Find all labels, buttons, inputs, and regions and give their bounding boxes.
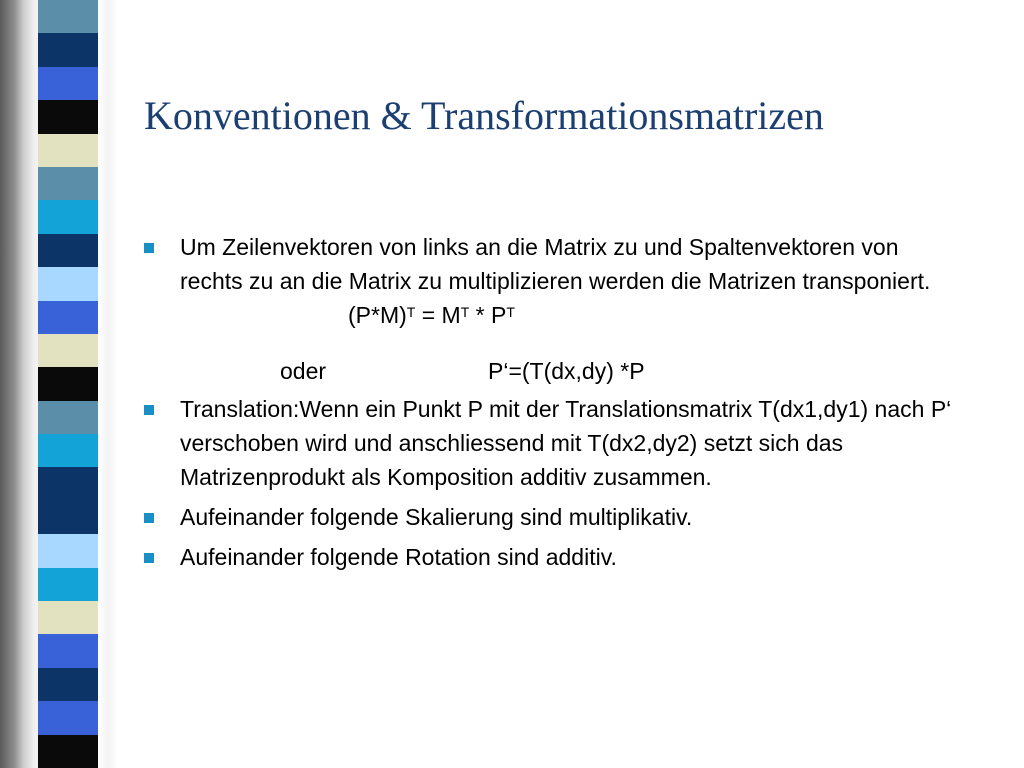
formula-sup-3: T bbox=[506, 304, 515, 320]
formula-eq-m: = M bbox=[415, 302, 461, 328]
square-bullet-icon bbox=[144, 405, 154, 415]
stripe-block bbox=[38, 33, 98, 66]
stripe-block bbox=[38, 634, 98, 667]
bullet-item-4 bbox=[142, 540, 962, 574]
bullet-item-2 bbox=[142, 392, 962, 494]
stripe-block bbox=[38, 735, 98, 768]
stripe-block bbox=[38, 167, 98, 200]
transpose-formula bbox=[180, 298, 962, 332]
bullet-item-3 bbox=[142, 500, 962, 534]
square-bullet-icon bbox=[144, 243, 154, 253]
stripe-block bbox=[38, 134, 98, 167]
bullet-text-4: Aufeinander folgende Rotation sind additiv. bbox=[180, 544, 617, 570]
stripe-block bbox=[38, 401, 98, 434]
stripe-block bbox=[38, 301, 98, 334]
stripe-block bbox=[38, 0, 98, 33]
stripe-block bbox=[38, 67, 98, 100]
bullet-text-2: Translation:Wenn ein Punkt P mit der Translationsmatrix T(dx1,dy1) nach P‘ verschoben wird und anschliessend mit T(dx2,dy2) setzt sich das Matrizenprodukt als Komposition additiv zusammen. bbox=[180, 396, 952, 490]
bullet-text-3: Aufeinander folgende Skalierung sind multiplikativ. bbox=[180, 504, 693, 530]
slide-title: Konventionen & Transformationsmatrizen bbox=[144, 93, 824, 138]
stripe-block bbox=[38, 534, 98, 567]
stripe-block bbox=[38, 334, 98, 367]
stripe-block bbox=[38, 568, 98, 601]
stripe-block bbox=[38, 601, 98, 634]
bullet-text-1: Um Zeilenvektoren von links an die Matrix zu und Spaltenvektoren von rechts zu an die Matrix zu multiplizieren werden die Matrizen transponiert. bbox=[180, 234, 931, 294]
square-bullet-icon bbox=[144, 553, 154, 563]
slide-body bbox=[142, 230, 962, 574]
stripe-block bbox=[38, 467, 98, 500]
oder-formula: P‘=(T(dx,dy) *P bbox=[488, 358, 645, 384]
stripe-block bbox=[38, 668, 98, 701]
formula-star-p: * P bbox=[469, 302, 507, 328]
stripe-block bbox=[38, 200, 98, 233]
decorative-stripe bbox=[38, 0, 98, 768]
stripe-block bbox=[38, 234, 98, 267]
stripe-block bbox=[38, 434, 98, 467]
formula-sup-2: T bbox=[460, 304, 470, 320]
oder-word: oder bbox=[280, 358, 327, 384]
oder-line bbox=[180, 354, 962, 388]
bullet-item-1 bbox=[142, 230, 962, 388]
stripe-block bbox=[38, 501, 98, 534]
stripe-block bbox=[38, 100, 98, 133]
square-bullet-icon bbox=[144, 513, 154, 523]
stripe-block bbox=[38, 367, 98, 400]
formula-sup-1: T bbox=[406, 304, 416, 320]
stripe-block bbox=[38, 267, 98, 300]
stripe-block bbox=[38, 701, 98, 734]
formula-pm: (P*M) bbox=[348, 302, 407, 328]
